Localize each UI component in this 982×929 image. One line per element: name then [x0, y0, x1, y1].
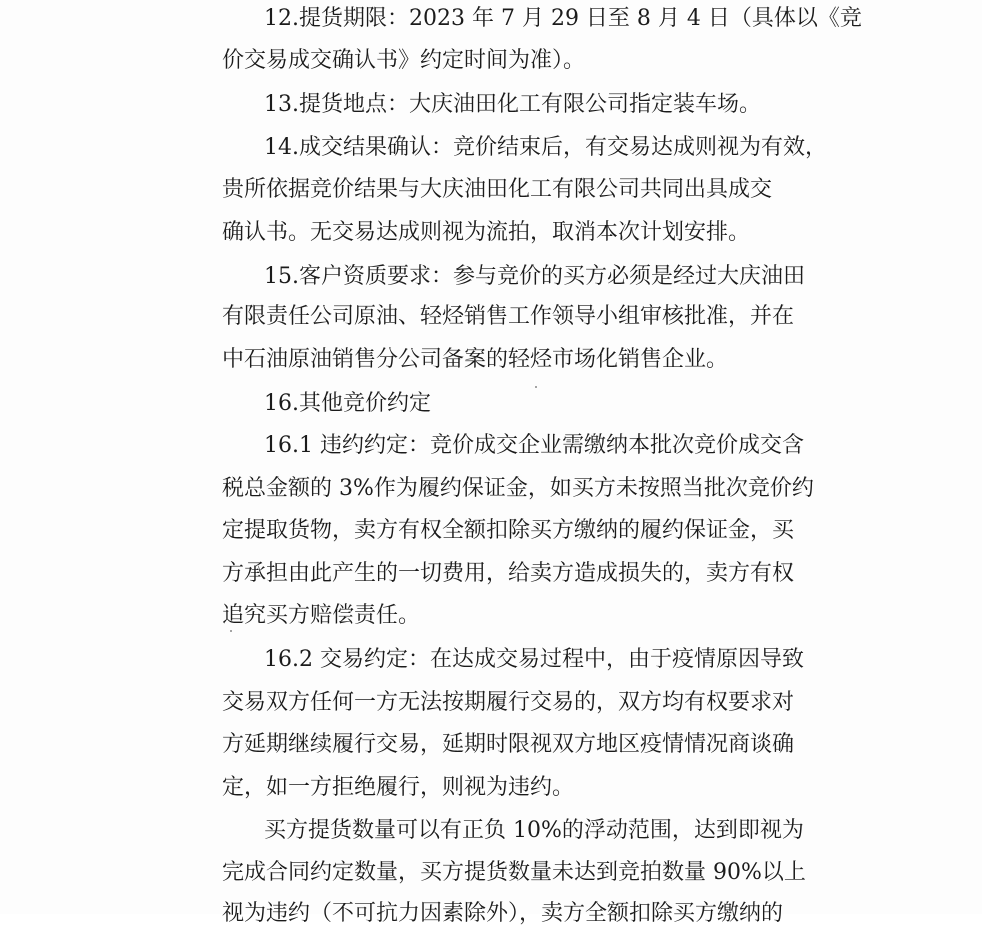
- text-line: 方承担由此产生的一切费用，给卖方造成损失的，卖方有权: [222, 561, 795, 586]
- text-line: 13.提货地点：大庆油田化工有限公司指定装车场。: [264, 92, 761, 117]
- text-line: 税总金额的 3%作为履约保证金，如买方未按照当批次竞价约: [222, 476, 814, 501]
- text-line: 14.成交结果确认：竞价结束后，有交易达成则视为有效，: [264, 135, 827, 160]
- text-line: 定，如一方拒绝履行，则视为违约。: [222, 775, 575, 800]
- scan-speck: [230, 630, 232, 632]
- text-line: 15.客户资质要求：参与竞价的买方必须是经过大庆油田: [264, 264, 805, 289]
- text-line: 12.提货期限：2023 年 7 月 29 日至 8 月 4 日（具体以《竞: [264, 6, 862, 31]
- text-line: 交易双方任何一方无法按期履行交易的，双方均有权要求对: [222, 690, 795, 715]
- text-line: 完成合同约定数量，买方提货数量未达到竞拍数量 90%以上: [222, 860, 806, 885]
- text-line: 追究买方赔偿责任。: [222, 603, 421, 628]
- text-line: 视为违约（不可抗力因素除外），卖方全额扣除买方缴纳的: [222, 901, 784, 926]
- text-line: 16.1 违约约定：竞价成交企业需缴纳本批次竞价成交含: [264, 433, 804, 458]
- section-heading: 16.其他竞价约定: [264, 391, 431, 416]
- scan-speck: [535, 386, 537, 388]
- text-line: 16.2 交易约定：在达成交易过程中，由于疫情原因导致: [264, 647, 804, 672]
- text-line: 贵所依据竞价结果与大庆油田化工有限公司共同出具成交: [222, 177, 773, 202]
- text-line: 买方提货数量可以有正负 10%的浮动范围，达到即视为: [264, 818, 804, 843]
- text-line: 方延期继续履行交易，延期时限视双方地区疫情情况商谈确: [222, 732, 795, 757]
- text-line: 定提取货物，卖方有权全额扣除买方缴纳的履约保证金，买: [222, 518, 795, 543]
- text-line: 价交易成交确认书》约定时间为准）。: [222, 48, 586, 73]
- text-line: 有限责任公司原油、轻烃销售工作领导小组审核批准，并在: [222, 304, 795, 329]
- text-line: 中石油原油销售分公司备案的轻烃市场化销售企业。: [222, 347, 729, 372]
- text-line: 确认书。无交易达成则视为流拍，取消本次计划安排。: [222, 220, 751, 245]
